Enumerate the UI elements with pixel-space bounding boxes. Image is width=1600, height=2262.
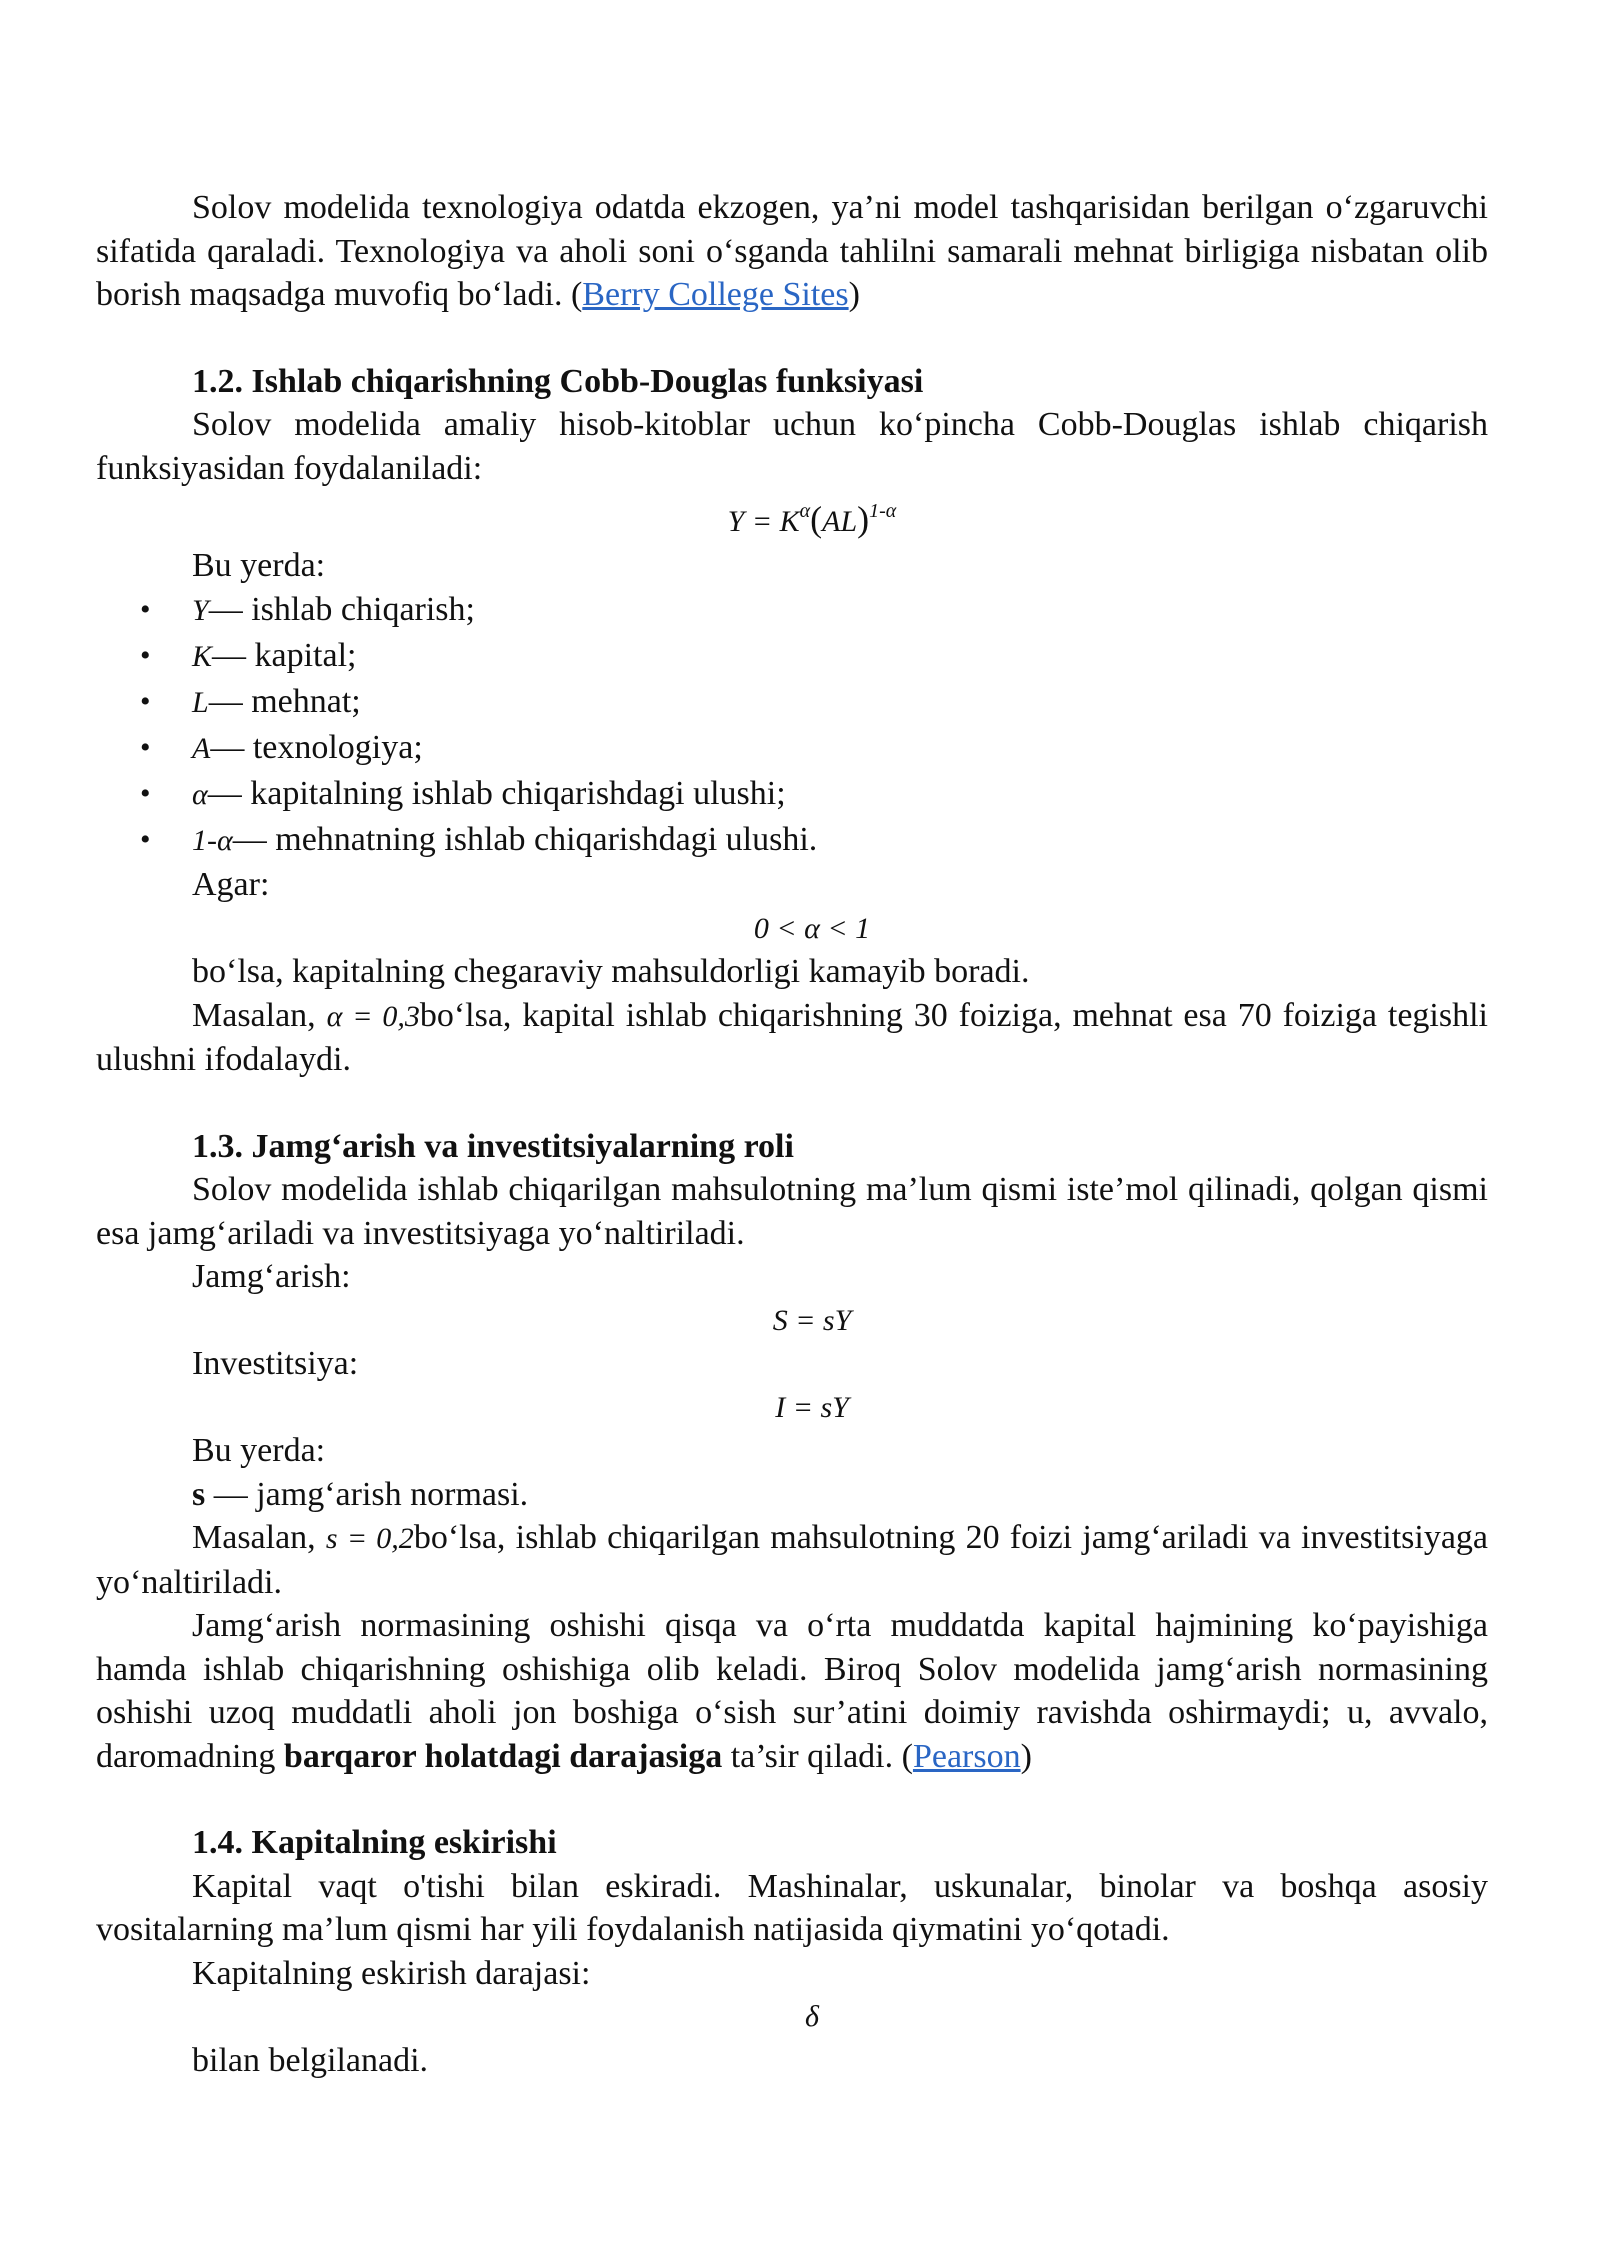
section-1-3-intro: Solov modelida ishlab chiqarilgan mahsulotning ma’lum qismi iste’mol qilinadi, qolgan qismi esa jamg‘ariladi va investitsiyaga yo‘naltiriladi. <box>96 1171 1488 1252</box>
intro-text: Solov modelida texnologiya odatda ekzogen, ya’ni model tashqarisidan berilgan o‘zgaruvchi sifatida qaraladi. Texnologiya va aholi soni o‘sganda tahlilni samarali mehnat birligiga nisbatan olib borish maqsadga muvofiq bo‘ladi. ( <box>96 189 1488 313</box>
investment-label: Investitsiya: <box>192 1345 359 1382</box>
paragraph-text: Jamg‘arish normasining oshishi qisqa va o‘rta muddatda kapital hajmining ko‘payishiga hamda ishlab chiqarishning oshishiga olib keladi. Biroq Solov modelida jamg‘arish normasining oshishi uzoq muddatli aholi jon boshiga o‘sish sur’atini doimiy ravishda oshirmaydi; u, avvalo, daromadning <box>96 1607 1488 1775</box>
example-text: bo‘lsa, kapital ishlab chiqarishning 30 foiziga, mehnat esa 70 foiziga tegishli ulushni ifodalaydi. <box>96 996 1488 1078</box>
depreciation-symbol: δ <box>805 2000 819 2033</box>
depreciation-rate-label: Kapitalning eskirish darajasi: <box>192 1954 591 1992</box>
cobb-douglas-formula <box>96 490 1488 544</box>
section-1-3-paragraph <box>96 1604 1488 1778</box>
example-alpha-value: α = 0,3 <box>326 999 420 1033</box>
agar-label: Agar: <box>192 866 270 903</box>
intro-close: ) <box>848 276 860 313</box>
variable-description: — mehnat; <box>208 683 361 720</box>
variable-description: — kapitalning ishlab chiqarishdagi ulushi; <box>207 775 786 812</box>
section-1-2-after: bo‘lsa, kapitalning chegaraviy mahsuldorligi kamayib boradi. <box>192 953 1030 990</box>
pearson-link[interactable]: Pearson <box>912 1737 1021 1775</box>
saving-rate-description: — jamg‘arish normasi. <box>205 1475 529 1513</box>
formula-lhs: Y = K <box>727 505 800 538</box>
berry-college-link[interactable]: Berry College Sites <box>582 276 849 313</box>
variable-description: — ishlab chiqarish; <box>208 591 475 628</box>
paragraph-close: ) <box>1020 1737 1032 1775</box>
section-1-3-example <box>96 1516 1488 1604</box>
formula-al: AL <box>822 505 858 538</box>
saving-rate-definition <box>96 1473 1488 1517</box>
section-1-4-heading: 1.4. Kapitalning eskirishi <box>192 1824 557 1861</box>
section-1-4-after: bilan belgilanadi. <box>192 2041 429 2079</box>
list-item <box>96 587 1488 633</box>
formula-exp-one-minus-alpha: 1-α <box>869 500 897 522</box>
formula-close-paren: ) <box>857 499 870 539</box>
alpha-condition-formula: 0 < α < 1 <box>753 911 871 945</box>
variable-description: — kapital; <box>212 637 357 674</box>
list-item <box>96 817 1488 863</box>
paragraph-bold-text: barqaror holatdagi darajasiga <box>283 1737 723 1775</box>
section-1-3-heading: 1.3. Jamg‘arish va investitsiyalarning roli <box>192 1127 794 1165</box>
variable-symbol: 1-α <box>192 824 233 857</box>
example-s-value: s = 0,2 <box>325 1522 414 1555</box>
variable-symbol: K <box>192 640 213 673</box>
section-1-2-example <box>96 994 1488 1082</box>
list-item <box>96 633 1488 679</box>
example-prefix: Masalan, <box>192 1519 326 1556</box>
formula-open-paren: ( <box>810 499 823 539</box>
section-1-2-heading: 1.2. Ishlab chiqarishning Cobb-Douglas funksiyasi <box>192 362 924 400</box>
example-prefix: Masalan, <box>192 996 327 1034</box>
list-item <box>96 679 1488 725</box>
section-1-4-intro: Kapital vaqt o'tishi bilan eskiradi. Mashinalar, uskunalar, binolar va boshqa asosiy vositalarning ma’lum qismi har yili foydalanish natijasida qiymatini yo‘qotadi. <box>96 1867 1488 1948</box>
variable-description: — texnologiya; <box>210 729 423 766</box>
variable-symbol: A <box>192 732 211 765</box>
saving-label: Jamg‘arish: <box>192 1258 351 1295</box>
section-1-2-where: Bu yerda: <box>192 546 326 584</box>
formula-exp-alpha: α <box>799 500 811 522</box>
variable-symbol: α <box>192 778 208 811</box>
paragraph-text-end: ta’sir qiladi. ( <box>722 1737 913 1775</box>
example-text: bo‘lsa, ishlab chiqarilgan mahsulotning 20 foizi jamg‘ariladi va investitsiyaga yo‘naltiriladi. <box>96 1519 1489 1601</box>
variable-symbol: Y <box>192 594 209 627</box>
saving-formula: S = sY <box>772 1303 852 1337</box>
section-1-3-where: Bu yerda: <box>192 1432 326 1469</box>
intro-paragraph <box>96 186 1488 317</box>
list-item <box>96 771 1488 817</box>
section-1-2-intro: Solov modelida amaliy hisob-kitoblar uchun ko‘pincha Cobb-Douglas ishlab chiqarish funksiyasidan foydalaniladi: <box>96 406 1488 487</box>
list-item <box>96 725 1488 771</box>
saving-rate-symbol: s <box>192 1475 206 1513</box>
variable-description: — mehnatning ishlab chiqarishdagi ulushi. <box>232 821 818 858</box>
investment-formula: I = sY <box>775 1390 849 1424</box>
variable-symbol: L <box>192 686 209 719</box>
variable-definitions-list <box>96 587 1488 863</box>
